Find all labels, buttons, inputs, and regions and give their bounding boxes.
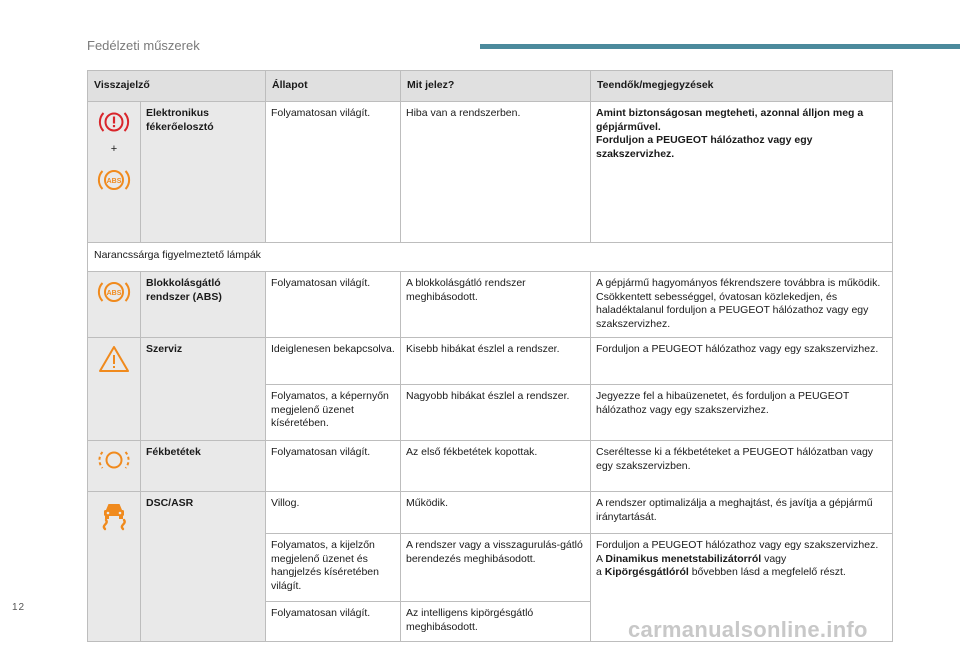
indicator-icon-cell (88, 272, 141, 338)
table-row (88, 492, 893, 534)
indicator-meaning: Kisebb hibákat észlel a rendszer. (401, 338, 591, 385)
indicator-name: Fékbetétek (141, 441, 266, 492)
section-title: Fedélzeti műszerek (87, 38, 200, 53)
indicator-action (591, 102, 893, 243)
indicator-state: Folyamatosan világít. (266, 441, 401, 492)
watermark-text: carmanualsonline.info (628, 617, 868, 642)
action-text-bold: Forduljon a PEUGEOT hálózathoz vagy egy szakszervizhez. (596, 134, 813, 160)
action-text: Forduljon a PEUGEOT hálózathoz vagy egy szakszervizhez. (596, 539, 879, 551)
indicator-state: Folyamatosan világít. (266, 602, 401, 642)
indicator-icon-cell (88, 492, 141, 642)
indicator-icon-cell (88, 441, 141, 492)
indicator-meaning: A rendszer vagy a visszagurulás-gátló berendezés meghibásodott. (401, 534, 591, 602)
warning-lamps-table (87, 70, 893, 642)
indicator-meaning: Nagyobb hibákat észlel a rendszer. (401, 385, 591, 441)
indicator-meaning: Az intelligens kipörgésgátló meghibásodott. (401, 602, 591, 642)
skidding-car-icon (97, 498, 131, 532)
indicator-state: Folyamatos, a képernyőn megjelenő üzenet kíséretében. (266, 385, 401, 441)
action-text: bővebben lásd a megfelelő részt. (691, 566, 846, 579)
dsc-reference: Dinamikus menetstabilizátorról (605, 552, 762, 565)
indicator-state: Ideiglenesen bekapcsolva. (266, 338, 401, 385)
column-header-actions: Teendők/megjegyzések (591, 71, 893, 102)
section-row (88, 243, 893, 272)
indicator-meaning: Az első fékbetétek kopottak. (401, 441, 591, 492)
indicator-icon-cell (88, 338, 141, 441)
svg-text:ABS: ABS (106, 178, 122, 186)
indicator-state: Folyamatosan világít. (266, 102, 401, 243)
indicator-name: Blokkolásgátló rendszer (ABS) (141, 272, 266, 338)
asr-reference: Kipörgésgátlóról (604, 566, 689, 579)
indicator-name: DSC/ASR (141, 492, 266, 642)
svg-text:ABS: ABS (106, 290, 122, 297)
indicator-action: Forduljon a PEUGEOT hálózathoz vagy egy szakszervizhez. (591, 338, 893, 385)
indicator-state: Villog. (266, 492, 401, 534)
warning-triangle-icon (97, 344, 131, 374)
indicator-meaning: Hiba van a rendszerben. (401, 102, 591, 243)
brake-pads-icon (97, 447, 131, 473)
page-number: 12 (12, 602, 26, 613)
indicator-name: Elektronikus fékerőelosztó (141, 102, 266, 243)
indicator-name: Szerviz (141, 338, 266, 441)
abs-icon (97, 166, 131, 194)
indicator-action: Cseréltesse ki a fékbetéteket a PEUGEOT hálózatban vagy egy szakszervizben. (591, 441, 893, 492)
indicator-state: Folyamatosan világít. (266, 272, 401, 338)
column-header-indicator: Visszajelző (88, 71, 266, 102)
brake-warning-icon (98, 108, 130, 136)
indicator-meaning: A blokkolásgátló rendszer meghibásodott. (401, 272, 591, 338)
action-text: vagy (764, 552, 787, 565)
table-row (88, 338, 893, 385)
column-header-state: Állapot (266, 71, 401, 102)
indicator-meaning: Működik. (401, 492, 591, 534)
action-text: A (596, 552, 603, 565)
table-row (88, 102, 893, 243)
section-label: Narancssárga figyelmeztető lámpák (88, 243, 893, 272)
indicator-state: Folyamatos, a kijelzőn megjelenő üzenet és hangjelzés kíséretében világít. (266, 534, 401, 602)
action-text-bold: Amint biztonságosan megteheti, azonnal álljon meg a gépjárművel. (596, 107, 864, 133)
table-header-row (88, 71, 893, 102)
table-row (88, 441, 893, 492)
action-text: a (596, 566, 602, 579)
indicator-icon-cell (88, 102, 141, 243)
column-header-meaning: Mit jelez? (401, 71, 591, 102)
indicator-action: Jegyezze fel a hibaüzenetet, és forduljon a PEUGEOT hálózathoz vagy egy szakszervizhez. (591, 385, 893, 441)
plus-sign: + (110, 143, 118, 155)
indicator-action: A rendszer optimalizálja a meghajtást, és javítja a gépjármű iránytartását. (591, 492, 893, 534)
header-accent-bar (480, 44, 960, 49)
indicator-action: A gépjármű hagyományos fékrendszere továbbra is működik. Csökkentett sebességgel, óvatosan közlekedjen, és haladéktalanul forduljon a PEUGEOT hálózathoz vagy egy szakszervizhez. (591, 272, 893, 338)
abs-icon (97, 278, 131, 306)
table-row (88, 272, 893, 338)
